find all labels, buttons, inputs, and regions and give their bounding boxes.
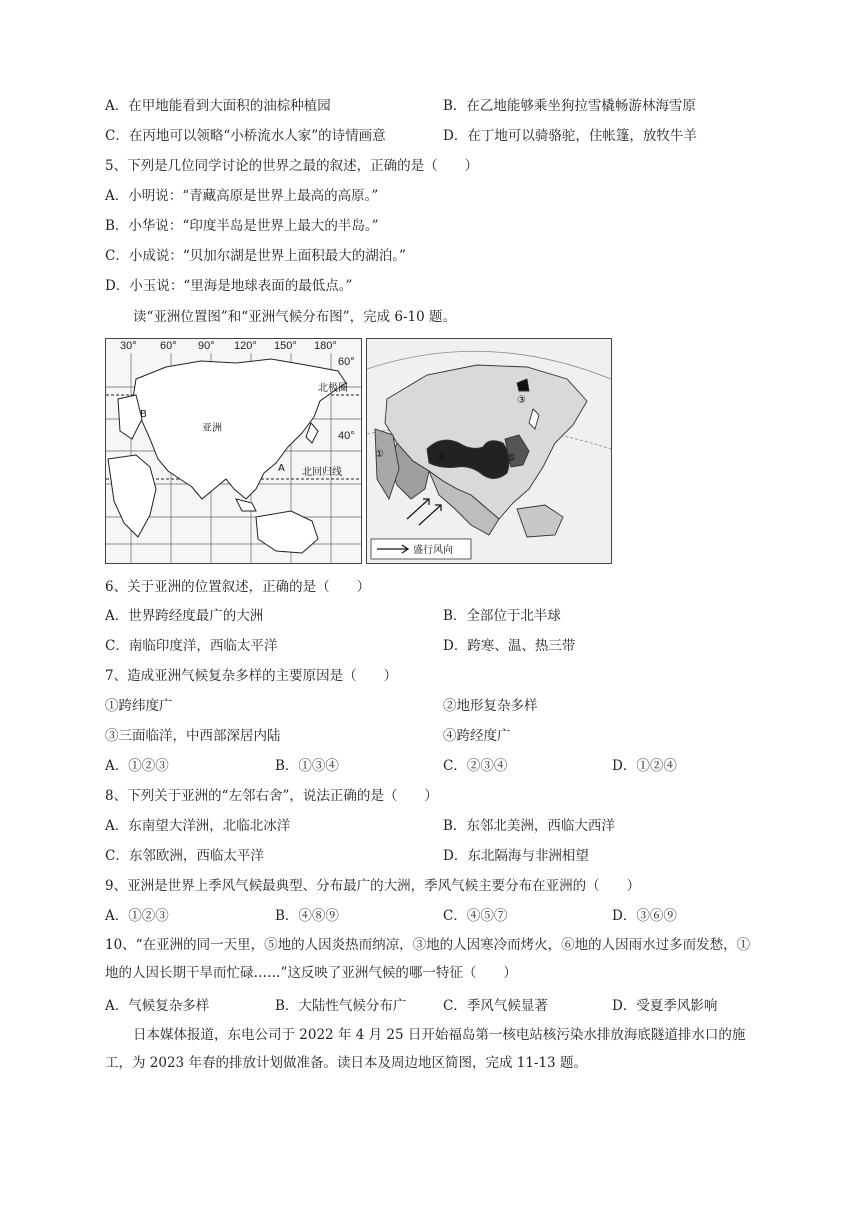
lat-tick-60: 60°: [338, 356, 355, 368]
q5-option-b: B．小华说：“印度半岛是世界上最大的半岛。”: [105, 218, 379, 234]
intro-6-10: 读“亚洲位置图”和“亚洲气候分布图”，完成 6-10 题。: [133, 309, 457, 325]
q4-option-d: D．在丁地可以骑骆驼，住帐篷，放牧牛羊: [443, 128, 697, 144]
climate-num-5: ⑤: [507, 453, 516, 464]
asia-climate-map: [366, 338, 612, 564]
q10-option-b: B．大陆性气候分布广: [275, 998, 407, 1014]
q6-option-c: C．南临印度洋，西临太平洋: [105, 638, 278, 654]
climate-num-6: ⑥: [437, 453, 446, 464]
intro-11-13: 日本媒体报道，东电公司于 2022 年 4 月 25 日开始福岛第一核电站核污染水排放海底隧道排水口的施工，为 2023 年春的排放计划做准备。读日本及周边地区简图，完成 11-13 题。: [105, 1027, 746, 1071]
label-asia: 亚洲: [202, 423, 222, 434]
q5-stem: 5、下列是几位同学讨论的世界之最的叙述，正确的是（ ）: [105, 158, 479, 174]
q6-option-d: D．跨寒、温、热三带: [443, 638, 576, 654]
lon-tick-120: 120°: [234, 340, 257, 352]
q8-option-c: C．东邻欧洲，西临太平洋: [105, 848, 264, 864]
q8-option-d: D．东北隔海与非洲相望: [443, 848, 589, 864]
q8-option-a: A．东南望大洋洲，北临北冰洋: [105, 818, 291, 834]
q6-option-b: B．全部位于北半球: [443, 608, 561, 624]
q7-item-2: ②地形复杂多样: [443, 698, 538, 714]
lon-tick-150: 150°: [274, 340, 297, 352]
lon-tick-90: 90°: [198, 340, 215, 352]
q7-stem: 7、造成亚洲气候复杂多样的主要原因是（ ）: [105, 668, 398, 684]
q9-option-c: C．④⑤⑦: [443, 908, 508, 924]
legend-prevailing-wind: 盛行风向: [413, 545, 453, 556]
q10-option-d: D．受夏季风影响: [612, 998, 718, 1014]
q9-option-d: D．③⑥⑨: [612, 908, 677, 924]
lon-tick-60: 60°: [160, 340, 177, 352]
climate-num-1: ①: [375, 449, 384, 460]
q7-option-b: B．①③④: [275, 758, 339, 774]
q4-option-b: B．在乙地能够乘坐狗拉雪橇畅游林海雪原: [443, 98, 696, 114]
q7-option-d: D．①②④: [612, 758, 677, 774]
lon-tick-180: 180°: [314, 340, 337, 352]
q7-item-1: ①跨纬度广: [105, 698, 173, 714]
q7-option-a: A．①②③: [105, 758, 169, 774]
q5-option-a: A．小明说：“青藏高原是世界上最高的高原。”: [105, 188, 379, 204]
q6-option-a: A．世界跨经度最广的大洲: [105, 608, 264, 624]
q10-option-a: A．气候复杂多样: [105, 998, 210, 1014]
label-a: A: [278, 463, 285, 474]
q8-stem: 8、下列关于亚洲的“左邻右舍”，说法正确的是（ ）: [105, 788, 438, 804]
q7-item-4: ④跨经度广: [443, 728, 511, 744]
q10-option-c: C．季风气候显著: [443, 998, 548, 1014]
q6-stem: 6、关于亚洲的位置叙述，正确的是（ ）: [105, 579, 371, 595]
q5-option-d: D．小玉说：“里海是地球表面的最低点。”: [105, 278, 353, 294]
q8-option-b: B．东邻北美洲，西临大西洋: [443, 818, 615, 834]
q5-option-c: C．小成说：“贝加尔湖是世界上面积最大的湖泊。”: [105, 248, 406, 264]
q7-item-3: ③三面临洋，中西部深居内陆: [105, 728, 281, 744]
lat-tick-40: 40°: [338, 430, 355, 442]
lon-tick-30: 30°: [120, 340, 137, 352]
q10-stem: 10、“在亚洲的同一天里，⑤地的人因炎热而纳凉，③地的人因寒冷而烤火，⑥地的人因雨水过多而发愁，①地的人因长期干旱而忙碌……”这反映了亚洲气候的哪一特征（ ）: [105, 937, 751, 981]
climate-num-3: ③: [517, 395, 526, 406]
q9-stem: 9、亚洲是世界上季风气候最典型、分布最广的大洲，季风气候主要分布在亚洲的（ ）: [105, 878, 641, 894]
asia-location-map: [105, 338, 362, 564]
q9-option-a: A．①②③: [105, 908, 169, 924]
label-arctic-circle: 北极圈: [318, 383, 348, 394]
label-tropic: 北回归线: [302, 467, 342, 478]
q4-option-c: C．在丙地可以领略“小桥流水人家”的诗情画意: [105, 128, 386, 144]
q9-option-b: B．④⑧⑨: [275, 908, 339, 924]
label-b: B: [140, 409, 147, 420]
q7-option-c: C．②③④: [443, 758, 508, 774]
q4-option-a: A．在甲地能看到大面积的油棕种植园: [105, 98, 331, 114]
